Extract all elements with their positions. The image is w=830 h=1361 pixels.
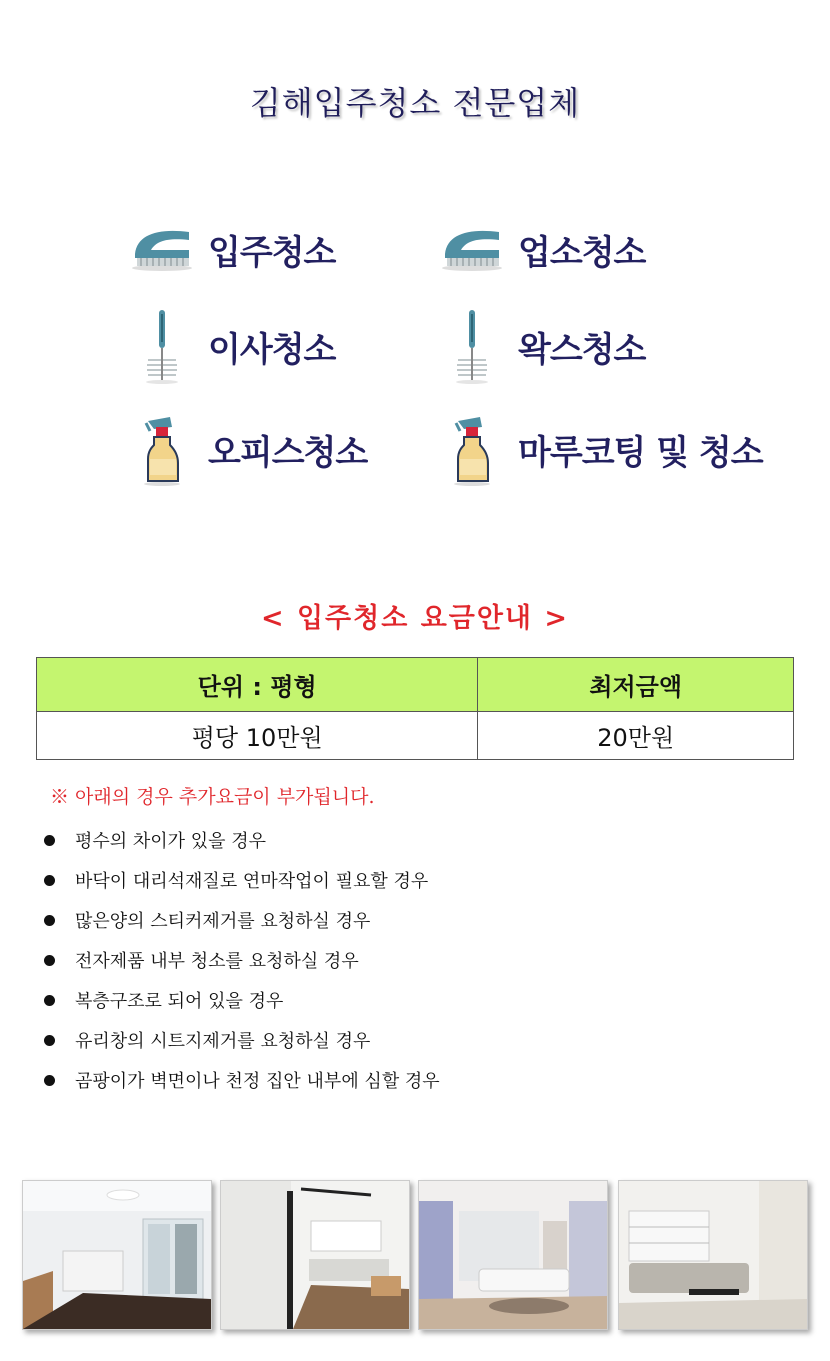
list-item-text: 많은양의 스티커제거를 요청하실 경우 bbox=[75, 911, 371, 932]
list-item bbox=[40, 820, 760, 860]
table-cell: 20만원 bbox=[478, 712, 794, 760]
interior-photo-2 bbox=[220, 1180, 410, 1330]
interior-photo-3 bbox=[418, 1180, 608, 1330]
table-cell: 평당 10만원 bbox=[37, 712, 478, 760]
list-item-text: 평수의 차이가 있을 경우 bbox=[75, 831, 267, 852]
service-label: 왁스청소 bbox=[518, 329, 646, 370]
service-item-business bbox=[436, 208, 645, 290]
list-item-text: 전자제품 내부 청소를 요청하실 경우 bbox=[75, 951, 359, 972]
interior-photo-4 bbox=[618, 1180, 808, 1330]
surcharge-case-list bbox=[40, 820, 760, 1100]
spray-bottle-icon bbox=[436, 408, 508, 490]
list-item bbox=[40, 900, 760, 940]
bullet-icon bbox=[44, 915, 55, 926]
list-item-text: 곰팡이가 벽면이나 천정 집안 내부에 심할 경우 bbox=[75, 1071, 440, 1092]
list-item bbox=[40, 860, 760, 900]
table-header-row bbox=[37, 658, 794, 712]
service-item-wax bbox=[436, 305, 645, 387]
list-item-text: 유리창의 시트지제거를 요청하실 경우 bbox=[75, 1031, 371, 1052]
bottle-brush-icon bbox=[436, 305, 508, 387]
service-item-floor-coating bbox=[436, 408, 763, 490]
bullet-icon bbox=[44, 995, 55, 1006]
bottle-brush-icon bbox=[126, 305, 198, 387]
list-item bbox=[40, 1020, 760, 1060]
list-item-text: 바닥이 대리석재질로 연마작업이 필요할 경우 bbox=[75, 871, 429, 892]
list-item bbox=[40, 980, 760, 1020]
bullet-icon bbox=[44, 1075, 55, 1086]
list-item-text: 복층구조로 되어 있을 경우 bbox=[75, 991, 284, 1012]
bullet-icon bbox=[44, 1035, 55, 1046]
table-header-cell: 최저금액 bbox=[478, 658, 794, 712]
surcharge-note: ※ 아래의 경우 추가요금이 부가됩니다. bbox=[50, 786, 375, 808]
bullet-icon bbox=[44, 835, 55, 846]
price-guide-title: < 입주청소 요금안내 > bbox=[260, 603, 570, 634]
scrub-brush-icon bbox=[126, 208, 198, 290]
interior-photo-1 bbox=[22, 1180, 212, 1330]
service-item-office bbox=[126, 408, 367, 490]
list-item bbox=[40, 940, 760, 980]
service-item-moving bbox=[126, 305, 335, 387]
service-label: 이사청소 bbox=[208, 329, 336, 370]
table-row bbox=[37, 712, 794, 760]
price-table bbox=[36, 657, 794, 760]
service-item-move-in bbox=[126, 208, 335, 290]
spray-bottle-icon bbox=[126, 408, 198, 490]
table-header-cell: 단위 : 평형 bbox=[37, 658, 478, 712]
service-label: 마루코팅 및 청소 bbox=[518, 432, 763, 473]
service-label: 입주청소 bbox=[208, 232, 336, 273]
bullet-icon bbox=[44, 955, 55, 966]
page-title: 김해입주청소 전문업체 bbox=[249, 84, 581, 122]
list-item bbox=[40, 1060, 760, 1100]
bullet-icon bbox=[44, 875, 55, 886]
service-label: 업소청소 bbox=[518, 232, 646, 273]
scrub-brush-icon bbox=[436, 208, 508, 290]
service-label: 오피스청소 bbox=[208, 432, 368, 473]
